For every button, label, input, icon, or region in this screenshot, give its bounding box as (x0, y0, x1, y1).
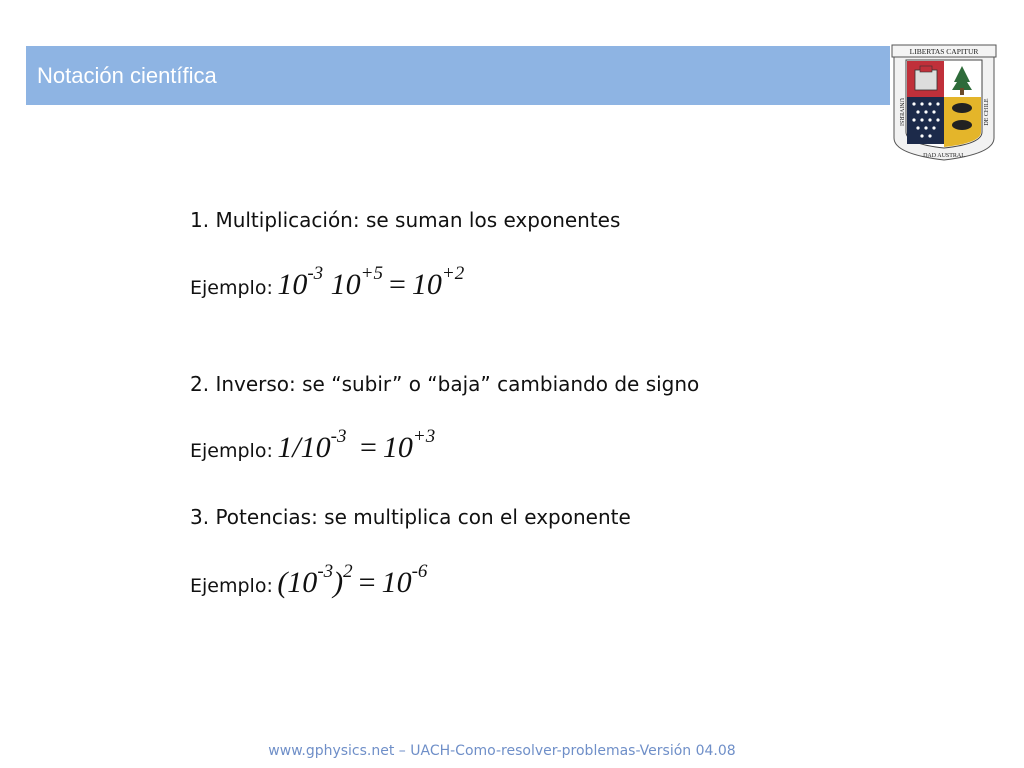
example-label: Ejemplo: (190, 575, 273, 597)
crest-animal-top (952, 103, 972, 113)
rule-2-text: 2. Inverso: se “subir” o “baja” cambiando de signo (190, 372, 700, 396)
rule-1-example (190, 263, 465, 302)
example-label: Ejemplo: (190, 277, 273, 299)
example-2-math: $1/10^{-3} = 10^{+3}$ (277, 426, 436, 464)
footer-credit: www.gphysics.net – UACH-Como-resolver-problemas-Versión 04.08 (268, 743, 736, 759)
university-crest-logo (890, 42, 998, 168)
title-bar (26, 46, 890, 105)
crest-motto: LIBERTAS CAPITUR (909, 47, 979, 56)
crest-ribbon-right: DE CHILE (984, 98, 990, 126)
crest-ribbon-bottom: DAD AUSTRAL (923, 153, 965, 159)
slide-title: Notación científica (37, 63, 217, 88)
rule-2-example (190, 426, 436, 465)
rule-3-example (190, 561, 428, 600)
example-3-math: $(10^{-3})^2 = 10^{-6}$ (277, 561, 428, 599)
rule-3-text: 3. Potencias: se multiplica con el exponente (190, 505, 631, 529)
crest-ribbon-left: UNIVERSI (898, 98, 904, 126)
example-label: Ejemplo: (190, 440, 273, 462)
rule-1-text: 1. Multiplicación: se suman los exponentes (190, 208, 621, 232)
crest-animal-bottom (952, 120, 972, 130)
example-1-math: $10^{-3}$ $10^{+5} = 10^{+2}$ (277, 263, 465, 301)
